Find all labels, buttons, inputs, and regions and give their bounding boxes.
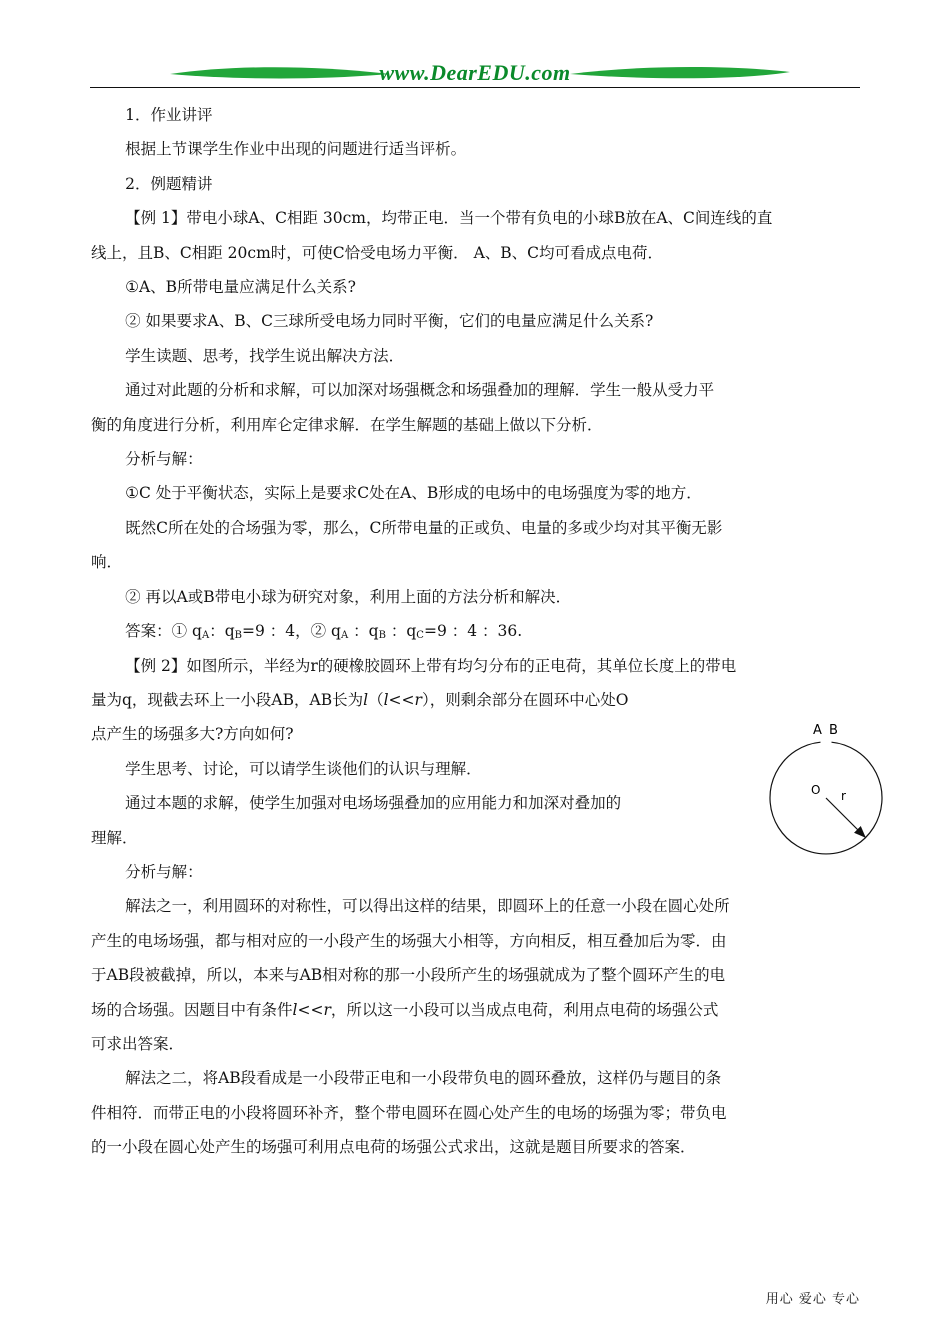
site-logo-text[interactable]: www.DearEDU.com [379, 60, 571, 85]
example-1-analysis-3: ② 再以A或B带电小球为研究对象，利用上面的方法分析和解决． [125, 587, 572, 606]
example-2-label: 【例 2】 [125, 656, 187, 675]
example-1-note: 学生读题、思考，找学生说出解决方法． [125, 346, 405, 365]
example-2-discussion-cont: 理解． [91, 828, 138, 847]
label-b: B [829, 723, 838, 738]
example-2-solution-1: 解法之一，利用圆环的对称性，可以得出这样的结果，即圆环上的任意一小段在圆心处所 [125, 897, 730, 916]
example-2-solution-1-end: 可求出答案． [91, 1034, 185, 1053]
label-r: r [841, 789, 846, 803]
example-1-analysis-2-cont: 响． [91, 553, 123, 572]
label-o: O [811, 783, 821, 797]
example-2-note: 学生思考、讨论，可以请学生谈他们的认识与理解． [125, 759, 482, 778]
example-2-solution-1-cont: 于AB段被截掉，所以，本来与AB相对称的那一小段所产生的场强就成为了整个圆环产生的电 [91, 966, 726, 985]
example-2-solution-2-end: 的一小段在圆心处产生的场强可利用点电荷的场强公式求出，这就是题目所要求的答案． [91, 1138, 696, 1157]
label-a: A [813, 723, 822, 738]
section-1-title: 1．作业讲评 [125, 106, 213, 124]
example-1-analysis-heading: 分析与解： [125, 450, 203, 469]
example-2-analysis-heading: 分析与解： [125, 862, 203, 881]
example-1-label: 【例 1】 [125, 209, 187, 228]
example-1-question-2: ② 如果要求A、B、C三球所受电场力同时平衡，它们的电量应满足什么关系? [125, 312, 654, 331]
example-1-analysis-2: 既然C所在处的合场强为零，那么，C所带电量的正或负、电量的多或少均对其平衡无影 [125, 518, 723, 537]
radius-arrow [826, 798, 865, 837]
example-2-solution-1-cont: 场的合场强。因题目中有条件l<<r，所以这一小段可以当成点电荷，利用点电荷的场强公式 [91, 1000, 719, 1019]
ring-diagram-svg [765, 718, 895, 858]
header-divider [90, 87, 860, 88]
site-header [90, 58, 860, 90]
example-1-discussion: 通过对此题的分析和求解，可以加深对场强概念和场强叠加的理解．学生一般从受力平 [125, 381, 715, 400]
example-1-statement: 【例 1】带电小球A、C相距 30cm，均带正电．当一个带有负电的小球B放在A、C间连线的直 [125, 209, 773, 228]
section-2-title: 2．例题精讲 [125, 174, 213, 193]
document-body [91, 98, 861, 1165]
example-2-solution-2: 解法之二，将AB段看成是一小段带正电和一小段带负电的圆环叠放，这样仍与题目的条 [125, 1069, 722, 1088]
page-footer: 用心 爱心 专心 [765, 1292, 860, 1307]
section-1-body: 根据上节课学生作业中出现的问题进行适当评析。 [125, 140, 467, 159]
example-2-statement: 【例 2】如图所示，半经为r的硬橡胶圆环上带有均匀分布的正电荷，其单位长度上的带电 [125, 656, 737, 675]
example-1-answer: 答案：① $q_A$：$q_B=9$ ：4，② $q_A$ ：$q_B$ ：$q_C=9$ ：4 ：36. [125, 622, 523, 642]
example-2-solution-1-cont: 产生的电场场强，都与相对应的一小段产生的场强大小相等，方向相反，相互叠加后为零．由 [91, 931, 727, 950]
example-1-discussion-cont: 衡的角度进行分析，利用库仑定律求解．在学生解题的基础上做以下分析． [91, 415, 603, 434]
example-1-statement-cont: 线上，且B、C相距 20cm时，可使C恰受电场力平衡． A、B、C均可看成点电荷． [91, 243, 664, 262]
example-1-analysis-1: ①C 处于平衡状态，实际上是要求C处在A、B形成的电场中的电场强度为零的地方． [125, 484, 702, 503]
example-2-discussion: 通过本题的求解，使学生加强对电场场强叠加的应用能力和加深对叠加的 [125, 794, 622, 813]
example-2-statement-cont: 量为q，现截去环上一小段AB，AB长为l（l<<r），则剩余部分在圆环中心处O [91, 690, 629, 709]
ring-diagram [765, 718, 895, 858]
example-2-statement-end: 点产生的场强多大?方向如何? [91, 725, 294, 744]
example-1-question-1: ①A、B所带电量应满足什么关系? [125, 278, 356, 297]
example-2-solution-2-cont: 件相符．而带正电的小段将圆环补齐，整个带电圆环在圆心处产生的电场的场强为零；带负电 [91, 1103, 727, 1122]
